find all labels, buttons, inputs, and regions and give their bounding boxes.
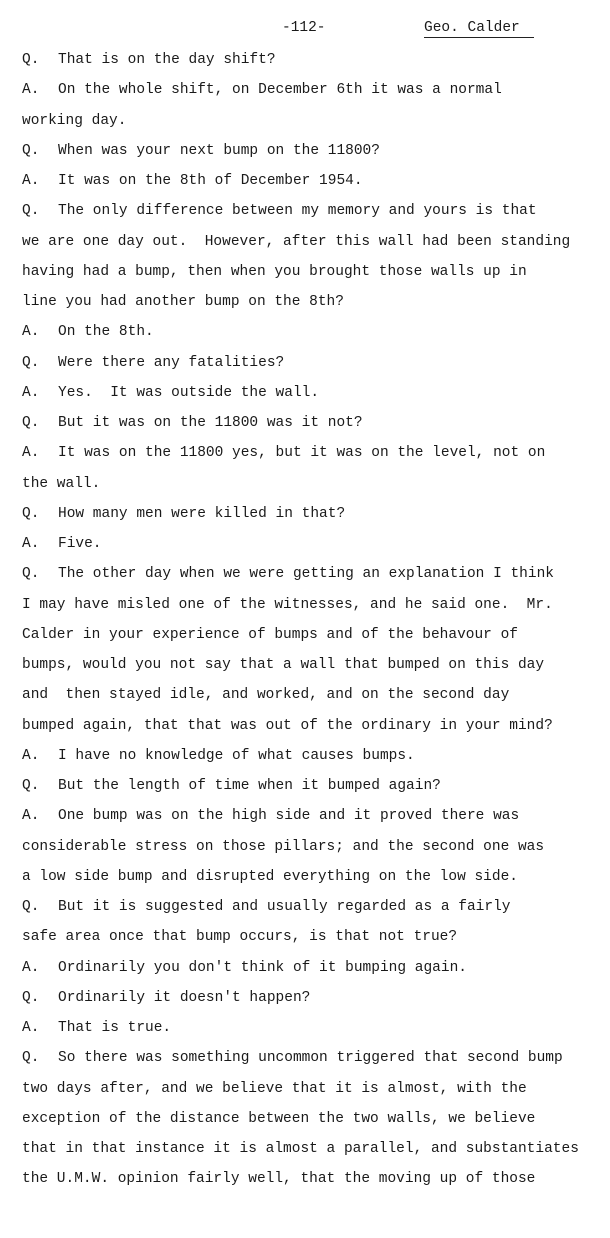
question-marker: Q. <box>22 778 40 794</box>
transcript-line: Calder in your experience of bumps and of the behavour of <box>22 626 518 643</box>
answer-marker: A. <box>22 445 40 462</box>
transcript-line: I have no knowledge of what causes bumps. <box>58 747 415 764</box>
transcript-line: I may have misled one of the witnesses, and he said one. Mr. <box>22 596 553 613</box>
transcript-line: Ordinarily it doesn't happen? <box>58 989 311 1006</box>
answer-marker: A. <box>22 173 40 189</box>
transcript-line: a low side bump and disrupted everything on the low side. <box>22 868 518 885</box>
transcript-line: Ordinarily you don't think of it bumping again. <box>58 959 467 976</box>
transcript-line: Were there any fatalities? <box>58 354 285 371</box>
question-marker: Q. <box>22 415 40 431</box>
transcript-line: So there was something uncommon triggered that second bump <box>58 1050 563 1067</box>
transcript-line: But it is suggested and usually regarded as a fairly <box>58 899 511 915</box>
answer-marker: A. <box>22 82 40 99</box>
answer-marker: A. <box>22 384 40 401</box>
transcript-line: When was your next bump on the 11800? <box>58 142 380 159</box>
witness-name: Geo. Calder <box>424 20 534 38</box>
transcript-line: the U.M.W. opinion fairly well, that the moving up of those <box>22 1171 536 1188</box>
transcript-line: working day. <box>22 112 127 129</box>
question-marker: Q. <box>22 566 40 583</box>
transcript-line: But the length of time when it bumped again? <box>58 778 441 794</box>
question-marker: Q. <box>22 505 40 522</box>
transcript-line: that in that instance it is almost a parallel, and substantiates <box>22 1141 579 1157</box>
transcript-line: But it was on the 11800 was it not? <box>58 415 363 431</box>
transcript-line: The other day when we were getting an explanation I think <box>58 566 554 583</box>
answer-marker: A. <box>22 324 40 341</box>
transcript-line: One bump was on the high side and it proved there was <box>58 808 520 825</box>
transcript-line: It was on the 8th of December 1954. <box>58 173 363 189</box>
transcript-line: bumps, would you not say that a wall that bumped on this day <box>22 657 545 673</box>
transcript-line: two days after, and we believe that it is almost, with the <box>22 1080 527 1097</box>
transcript-line: exception of the distance between the two walls, we believe <box>22 1110 536 1127</box>
transcript-line: On the 8th. <box>58 324 154 341</box>
answer-marker: A. <box>22 808 40 825</box>
answer-marker: A. <box>22 959 40 976</box>
transcript-line: bumped again, that that was out of the ordinary in your mind? <box>22 717 553 734</box>
question-marker: Q. <box>22 1050 40 1067</box>
transcript-line: On the whole shift, on December 6th it was a normal <box>58 82 502 99</box>
transcript-line: It was on the 11800 yes, but it was on the level, not on <box>58 445 546 462</box>
transcript-line: The only difference between my memory and yours is that <box>58 203 537 220</box>
transcript-line: Five. <box>58 536 102 552</box>
transcript-line: considerable stress on those pillars; and the second one was <box>22 838 545 855</box>
answer-marker: A. <box>22 536 40 552</box>
transcript-line: line you had another bump on the 8th? <box>22 294 344 310</box>
question-marker: Q. <box>22 354 40 371</box>
transcript-line: That is true. <box>58 1020 172 1036</box>
answer-marker: A. <box>22 1020 40 1036</box>
transcript-line: the wall. <box>22 475 101 492</box>
transcript-line: Yes. It was outside the wall. <box>58 384 320 401</box>
question-marker: Q. <box>22 203 40 220</box>
transcript-line: having had a bump, then when you brought those walls up in <box>22 263 527 280</box>
question-marker: Q. <box>22 142 40 159</box>
answer-marker: A. <box>22 747 40 764</box>
transcript-line: safe area once that bump occurs, is that not true? <box>22 929 458 946</box>
transcript-line: How many men were killed in that? <box>58 505 346 522</box>
page-number: -112- <box>282 20 326 36</box>
question-marker: Q. <box>22 52 40 68</box>
transcript-line: That is on the day shift? <box>58 52 276 68</box>
question-marker: Q. <box>22 899 40 915</box>
question-marker: Q. <box>22 989 40 1006</box>
transcript-line: and then stayed idle, and worked, and on the second day <box>22 687 510 704</box>
transcript-line: we are one day out. However, after this wall had been standing <box>22 233 571 250</box>
